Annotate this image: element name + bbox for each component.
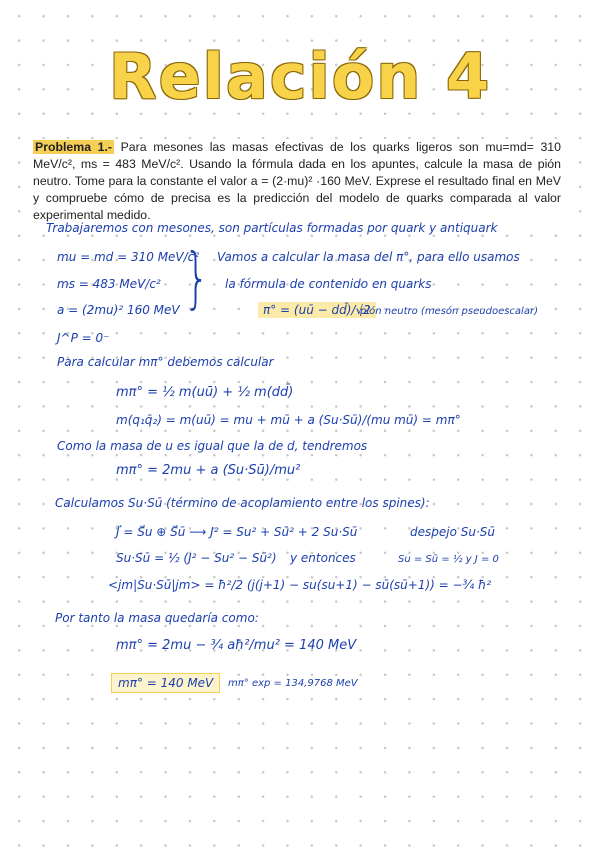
experimental-value: mπ° exp = 134,9768 MeV xyxy=(228,678,358,689)
note-entonces: y entonces xyxy=(290,551,356,565)
note-equal-mass: Como la masa de u es igual que la de d, tendremos xyxy=(57,439,368,453)
note-therefore: Por tanto la masa quedaría como: xyxy=(55,611,259,625)
note-right-1: Vamos a calcular la masa del π°, para ello usamos xyxy=(217,250,520,264)
note-mass-s: ms = 483 MeV/c² xyxy=(57,277,161,291)
note-jp: J^P = 0⁻ xyxy=(57,331,110,345)
note-mass-ud: mu = md = 310 MeV/c² xyxy=(57,250,200,264)
equation-1: mπ° = ½ m(uū) + ½ m(dd̄) xyxy=(116,385,294,400)
note-spin-coupling: Calculamos Su·Sū (término de acoplamiento entre los spines): xyxy=(55,496,430,510)
brace-symbol: } xyxy=(184,239,210,316)
pion-formula: π° = (uū − dd̄)/√2 xyxy=(258,302,376,318)
note-right-2: la fórmula de contenido en quarks xyxy=(225,277,432,291)
note-constant-a: a = (2mu)² 160 MeV xyxy=(57,303,180,317)
problem-label: Problema 1.- xyxy=(35,140,112,154)
equation-2: m(q₁q̄₂) = m(uū) = mu + mū + a (Su·Sū)/(mu mū) = mπ° xyxy=(116,413,461,427)
problem-text: Para mesones las masas efectivas de los quarks ligeros son mu=md= 310 MeV/c², ms = 483 MeV/c². Usando la fórmula dada en los apuntes, calcule la masa de pión neutro. Tome para la constante el valor a = (2·mu)² ·160 MeV. Exprese el resultado final en MeV y compruebe cómo de precisa es la predicción del modelo de quarks comparada al valor experimental medido. xyxy=(33,140,561,222)
problem-statement xyxy=(33,139,561,224)
note-calc-intro: Para calcular mπ° debemos calcular xyxy=(57,355,274,369)
note-despejo: despejo Su·Sū xyxy=(410,525,496,539)
equation-5: Su·Sū = ½ (J² − Su² − Sū²) xyxy=(116,551,277,565)
equation-7: mπ° = 2mu − ¾ aħ²/mu² = 140 MeV xyxy=(116,638,357,653)
pion-label: pión neutro (mesón pseudoescalar) xyxy=(360,306,538,317)
equation-4: J⃗ = S⃗u ⊕ S⃗ū ⟶ J² = Su² + Sū² + 2 Su·Sū xyxy=(116,525,358,539)
page-title: Relación 4 xyxy=(108,40,492,113)
note-intro: Trabajaremos con mesones, son partículas formadas por quark y antiquark xyxy=(46,221,498,235)
note-spin-values: Su = Sū = ½ y J = 0 xyxy=(398,554,499,565)
result-box: mπ° = 140 MeV xyxy=(111,673,220,693)
equation-3: mπ° = 2mu + a (Su·Sū)/mu² xyxy=(116,463,301,478)
equation-6: <jm|Su·Sū|jm> = ħ²/2 (j(j+1) − su(su+1) − sū(sū+1)) = −¾ ħ² xyxy=(108,578,492,592)
